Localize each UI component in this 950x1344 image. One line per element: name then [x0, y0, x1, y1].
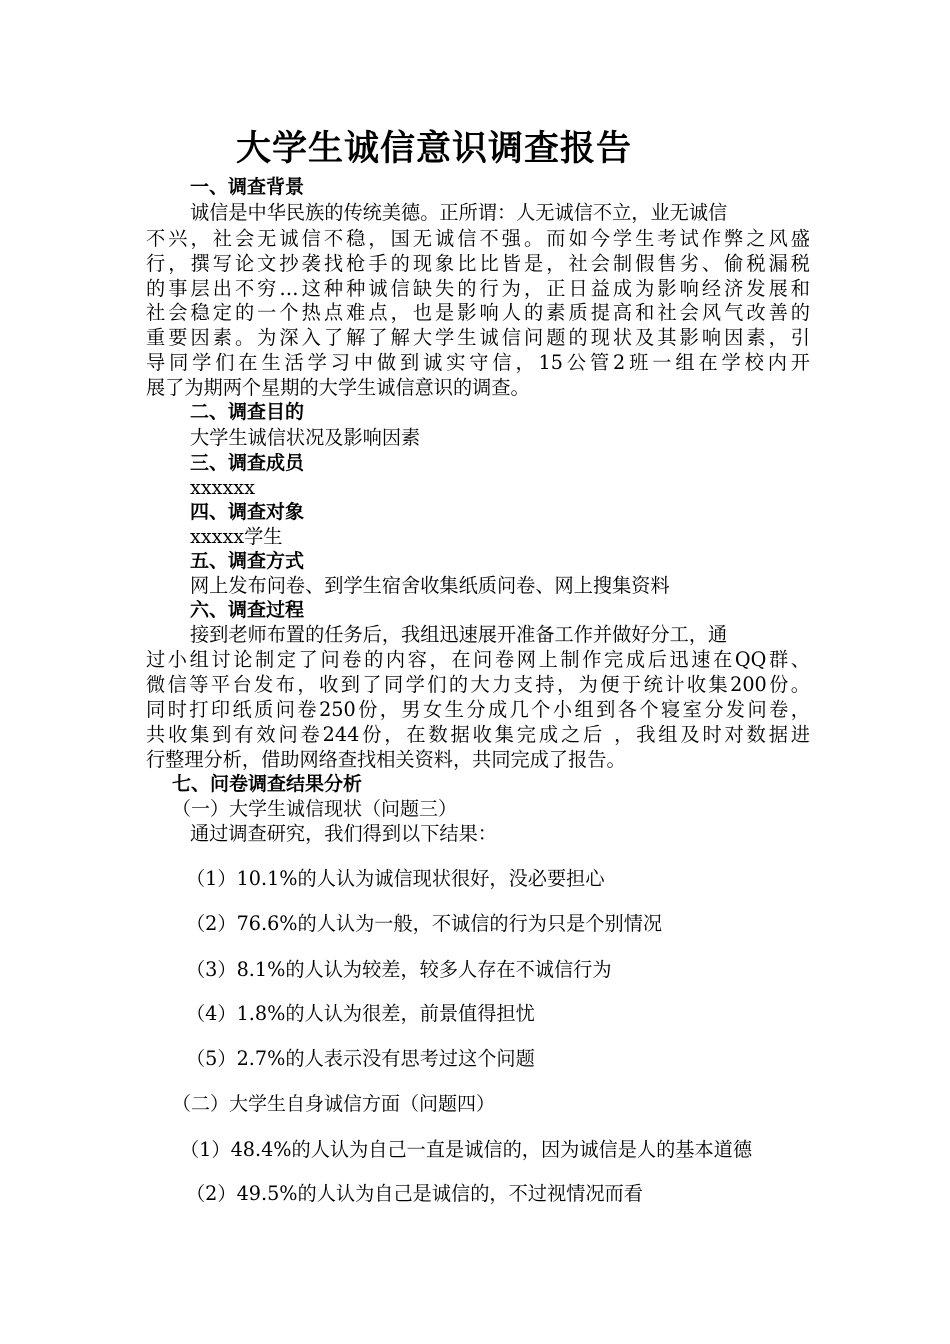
paragraph-line: 过小组讨论制定了问卷的内容，在问卷网上制作完成后迅速在QQ群、: [146, 648, 810, 671]
list-item: （2）49.5%的人认为自己是诚信的，不过视情况而看: [186, 1182, 643, 1205]
paragraph-line: 接到老师布置的任务后，我组迅速展开准备工作并做好分工，通: [190, 623, 728, 646]
paragraph-line: 展了为期两个星期的大学生诚信意识的调查。: [146, 376, 530, 399]
section-heading-process: 六、调查过程: [190, 599, 305, 621]
paragraph-line: 重要因素。为深入了解了解大学生诚信问题的现状及其影响因素，引: [146, 326, 810, 349]
paragraph-line: 导同学们在生活学习中做到诚实守信，15公管2班一组在学校内开: [146, 351, 810, 374]
list-item: （1）10.1%的人认为诚信现状很好，没必要担心: [186, 867, 605, 890]
paragraph-line: 微信等平台发布，收到了同学们的大力支持，为便于统计收集200份。: [146, 673, 810, 696]
paragraph-line: 行整理分析，借助网络查找相关资料，共同完成了报告。: [146, 748, 626, 771]
section-heading-background: 一、调查背景: [190, 176, 305, 198]
page-title: 大学生诚信意识调查报告: [236, 129, 633, 169]
section-heading-subjects: 四、调查对象: [190, 501, 305, 523]
paragraph-line: 共收集到有效问卷244份，在数据收集完成之后 ，我组及时对数据进: [146, 723, 810, 746]
list-item: （2）76.6%的人认为一般，不诚信的行为只是个别情况: [186, 912, 663, 935]
section-text: xxxxxx: [190, 476, 255, 499]
paragraph-line: 行，撰写论文抄袭找枪手的现象比比皆是，社会制假售劣、偷税漏税: [146, 252, 810, 275]
section-heading-members: 三、调查成员: [190, 452, 305, 474]
subsection-heading: （二）大学生自身诚信方面（问题四）: [172, 1093, 496, 1115]
list-item: （4）1.8%的人认为很差，前景值得担忧: [186, 1002, 535, 1025]
section-heading-analysis: 七、问卷调查结果分析: [172, 773, 363, 795]
section-heading-method: 五、调查方式: [190, 550, 305, 572]
list-item: （5）2.7%的人表示没有思考过这个问题: [186, 1047, 535, 1070]
section-text: 网上发布问卷、到学生宿舍收集纸质问卷、网上搜集资料: [190, 574, 670, 597]
paragraph-line: 不兴，社会无诚信不稳，国无诚信不强。而如今学生考试作弊之风盛: [146, 227, 810, 250]
paragraph-line: 社会稳定的一个热点难点，也是影响人的素质提高和社会风气改善的: [146, 301, 810, 324]
paragraph-line: 的事层出不穷…这种种诚信缺失的行为，正日益成为影响经济发展和: [146, 277, 810, 300]
section-heading-purpose: 二、调查目的: [190, 401, 305, 423]
section-text: 大学生诚信状况及影响因素: [190, 426, 421, 449]
paragraph-line: 诚信是中华民族的传统美德。正所谓：人无诚信不立，业无诚信: [190, 201, 728, 224]
paragraph-line: 同时打印纸质问卷250份，男女生分成几个小组到各个寝室分发问卷，: [146, 698, 810, 721]
list-item: （1）48.4%的人认为自己一直是诚信的，因为诚信是人的基本道德: [180, 1138, 753, 1161]
section-text: xxxxx学生: [190, 525, 283, 548]
section-text: 通过调查研究，我们得到以下结果：: [190, 822, 497, 845]
list-item: （3）8.1%的人认为较差，较多人存在不诚信行为: [186, 958, 612, 981]
subsection-heading: （一）大学生诚信现状（问题三）: [172, 798, 458, 820]
